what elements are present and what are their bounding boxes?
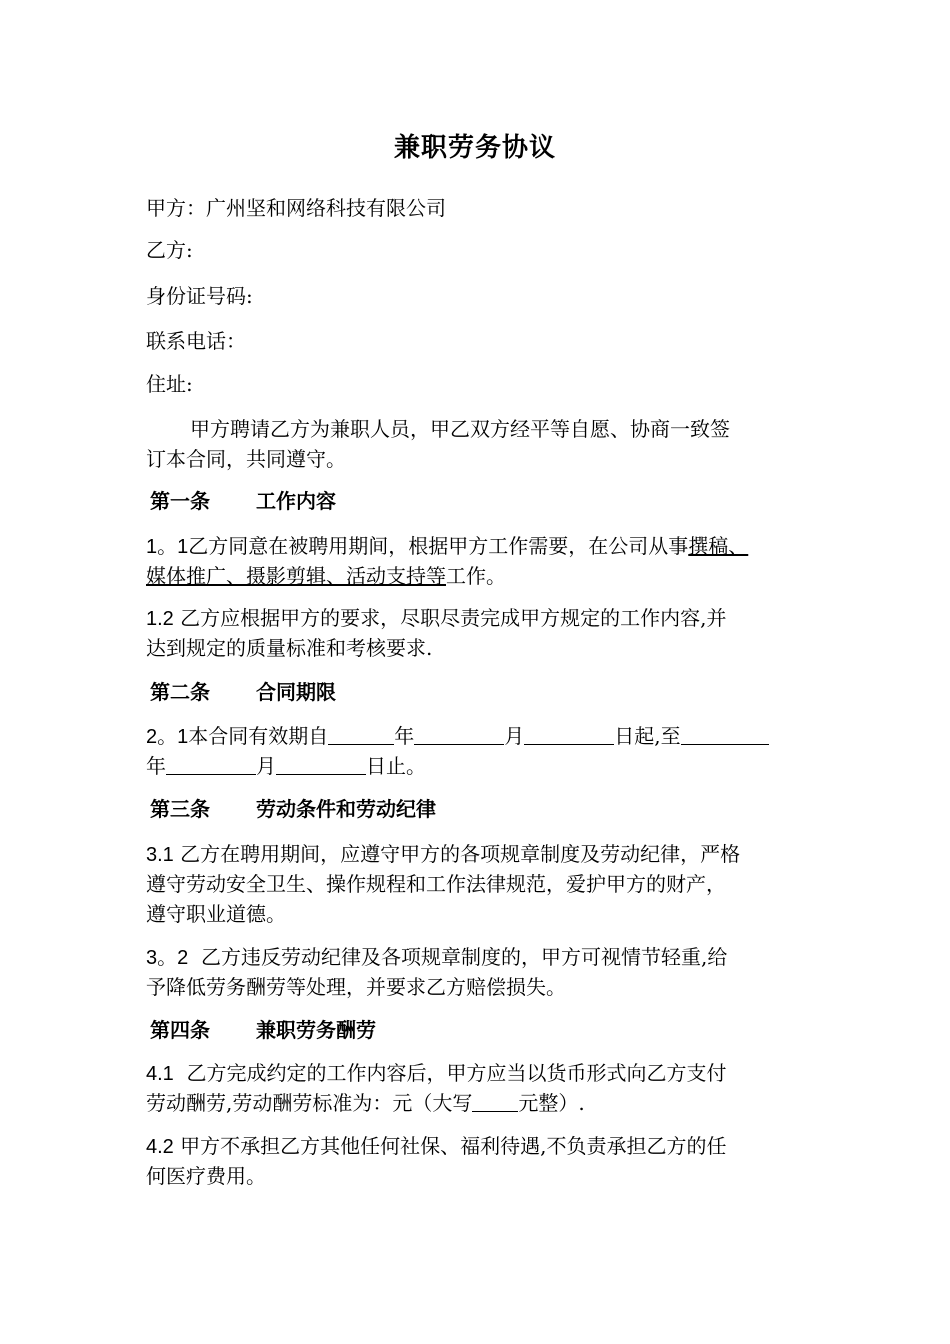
clause-3-1-number: 3.1 [146,844,174,866]
day-from-label: 日起,至 [614,724,681,748]
id-number-line: 身份证号码: [146,284,253,308]
article-3-heading [150,794,840,824]
clause-1-1-underlined-1: 撰稿、 [688,534,749,558]
article-2-heading [150,677,840,707]
clause-1-2-text: 乙方应根据甲方的要求，尽职尽责完成甲方规定的工作内容,并 [180,606,727,630]
clause-3-2-number: 3。2 [146,947,189,969]
clause-1-1-underlined-2: 媒体推广、摄影剪辑、活动支持等 [146,564,446,588]
clause-1-1-line-1 [146,531,836,562]
party-a-line: 甲方：广州坚和网络科技有限公司 [146,196,446,220]
article-1-heading [150,486,840,516]
clause-1-1-text: 乙方同意在被聘用期间，根据甲方工作需要，在公司从事 [188,534,689,558]
day-to-label: 日止。 [366,754,426,778]
blank-start-year[interactable] [328,722,394,745]
clause-4-1-text: 乙方完成约定的工作内容后，甲方应当以货币形式向乙方支付 [186,1061,727,1085]
article-3-number: 第三条 [150,797,210,821]
clause-2-1-line-2 [146,751,836,781]
party-b-line: 乙方: [146,238,193,262]
intro-paragraph-line-1: 甲方聘请乙方为兼职人员，甲乙双方经平等自愿、协商一致签 [190,417,730,441]
article-4-number: 第四条 [150,1018,210,1042]
clause-4-1-number: 4.1 [146,1063,174,1085]
clause-1-2-number: 1.2 [146,608,174,630]
clause-1-1-number: 1。1 [146,536,189,558]
clause-4-1-text-3: 元整）. [518,1091,585,1115]
clause-3-1-text: 乙方在聘用期间，应遵守甲方的各项规章制度及劳动纪律，严格 [180,842,741,866]
clause-4-2-line-2: 何医疗费用。 [146,1164,266,1188]
clause-3-2-text: 乙方违反劳动纪律及各项规章制度的，甲方可视情节轻重,给 [200,945,728,969]
document-title: 兼职劳务协议 [393,133,556,163]
article-4-title: 兼职劳务酬劳 [256,1018,376,1042]
clause-3-1-line-1 [146,839,836,870]
clause-4-1-line-2 [146,1088,836,1118]
clause-1-1-end: 工作。 [446,564,506,588]
clause-4-2-line-1 [146,1131,836,1162]
clause-1-2-line-2: 达到规定的质量标准和考核要求. [146,636,433,660]
address-line: 住址: [146,372,193,396]
blank-end-day[interactable] [276,752,366,775]
article-4-heading [150,1015,840,1045]
blank-end-month[interactable] [166,752,256,775]
clause-4-1-line-1 [146,1058,836,1089]
article-1-title: 工作内容 [256,489,336,513]
clause-4-2-number: 4.2 [146,1136,174,1158]
article-2-title: 合同期限 [256,680,336,704]
clause-2-1-number: 2。1 [146,726,189,748]
month-label-2: 月 [256,754,276,778]
intro-paragraph-line-2: 订本合同，共同遵守。 [146,447,346,471]
clause-3-2-line-1 [146,942,836,973]
month-label: 月 [504,724,525,748]
clause-1-2-line-1 [146,603,836,634]
clause-2-1-text: 本合同有效期自 [188,724,329,748]
blank-amount-uppercase[interactable] [472,1089,518,1112]
clause-2-1-line-1 [146,721,836,752]
clause-3-1-line-2: 遵守劳动安全卫生、操作规程和工作法律规范，爱护甲方的财产， [146,872,726,896]
clause-1-1-line-2 [146,561,836,591]
year-label: 年 [394,724,415,748]
year-label-2: 年 [146,754,166,778]
clause-4-2-text: 甲方不承担乙方其他任何社保、福利待遇,不负责承担乙方的任 [180,1134,727,1158]
article-1-number: 第一条 [150,489,210,513]
phone-line: 联系电话： [146,329,246,353]
clause-4-1-text-2: 劳动酬劳,劳动酬劳标准为：元（大写 [146,1091,473,1115]
clause-3-1-line-3: 遵守职业道德。 [146,902,286,926]
blank-start-month[interactable] [414,722,504,745]
blank-start-day[interactable] [524,722,614,745]
article-2-number: 第二条 [150,680,210,704]
article-3-title: 劳动条件和劳动纪律 [256,797,436,821]
clause-3-2-line-2: 予降低劳务酬劳等处理，并要求乙方赔偿损失。 [146,975,566,999]
blank-end-year[interactable] [681,722,769,745]
